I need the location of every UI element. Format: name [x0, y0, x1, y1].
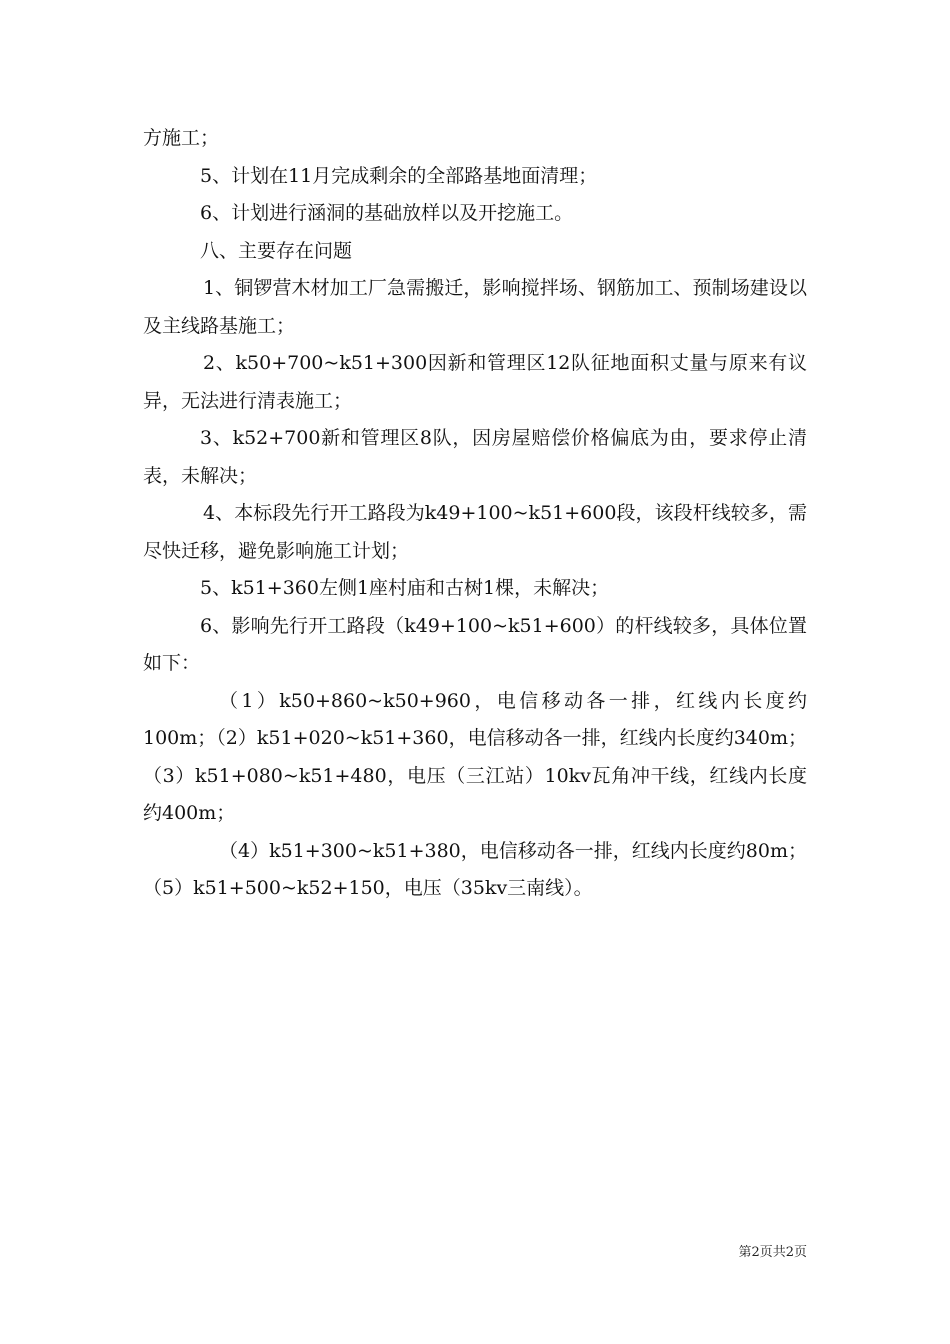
paragraph-pole-list-1: （1）k50+860~k50+960，电信移动各一排，红线内长度约100m；（2）k51+020~k51+360，电信移动各一排，红线内长度约340m；（3）k51+080~k51+480，电压（三江站）10kv瓦角冲干线，红线内长度约400m；	[143, 689, 807, 824]
paragraph-issue-3: 3、k52+700新和管理区8队，因房屋赔偿价格偏底为由，要求停止清表，未解决；	[143, 427, 807, 487]
paragraph-continuation: 方施工；	[143, 127, 220, 149]
section-heading-issues: 八、主要存在问题	[200, 239, 353, 262]
paragraph-issue-5: 5、k51+360左侧1座村庙和古树1棵，未解决；	[200, 577, 610, 599]
paragraph-issue-6: 6、影响先行开工路段（k49+100~k51+600）的杆线较多，具体位置如下：	[143, 614, 807, 674]
document-body	[143, 120, 807, 908]
paragraph-pole-list-2: （4）k51+300~k51+380，电信移动各一排，红线内长度约80m；（5）k51+500~k52+150，电压（35kv三南线）。	[143, 839, 807, 899]
page-number-footer: 第2页共2页	[738, 1245, 807, 1260]
paragraph-issue-1: 1、铜锣营木材加工厂急需搬迁，影响搅拌场、钢筋加工、预制场建设以及主线路基施工；	[143, 277, 807, 337]
paragraph-issue-2: 2、k50+700~k51+300因新和管理区12队征地面积丈量与原来有议异，无法进行清表施工；	[143, 352, 807, 412]
paragraph-plan-6: 6、计划进行涵洞的基础放样以及开挖施工。	[200, 202, 574, 224]
paragraph-plan-5: 5、计划在11月完成剩余的全部路基地面清理；	[200, 164, 598, 187]
paragraph-issue-4: 4、本标段先行开工路段为k49+100~k51+600段，该段杆线较多，需尽快迁移，避免影响施工计划；	[143, 502, 807, 562]
